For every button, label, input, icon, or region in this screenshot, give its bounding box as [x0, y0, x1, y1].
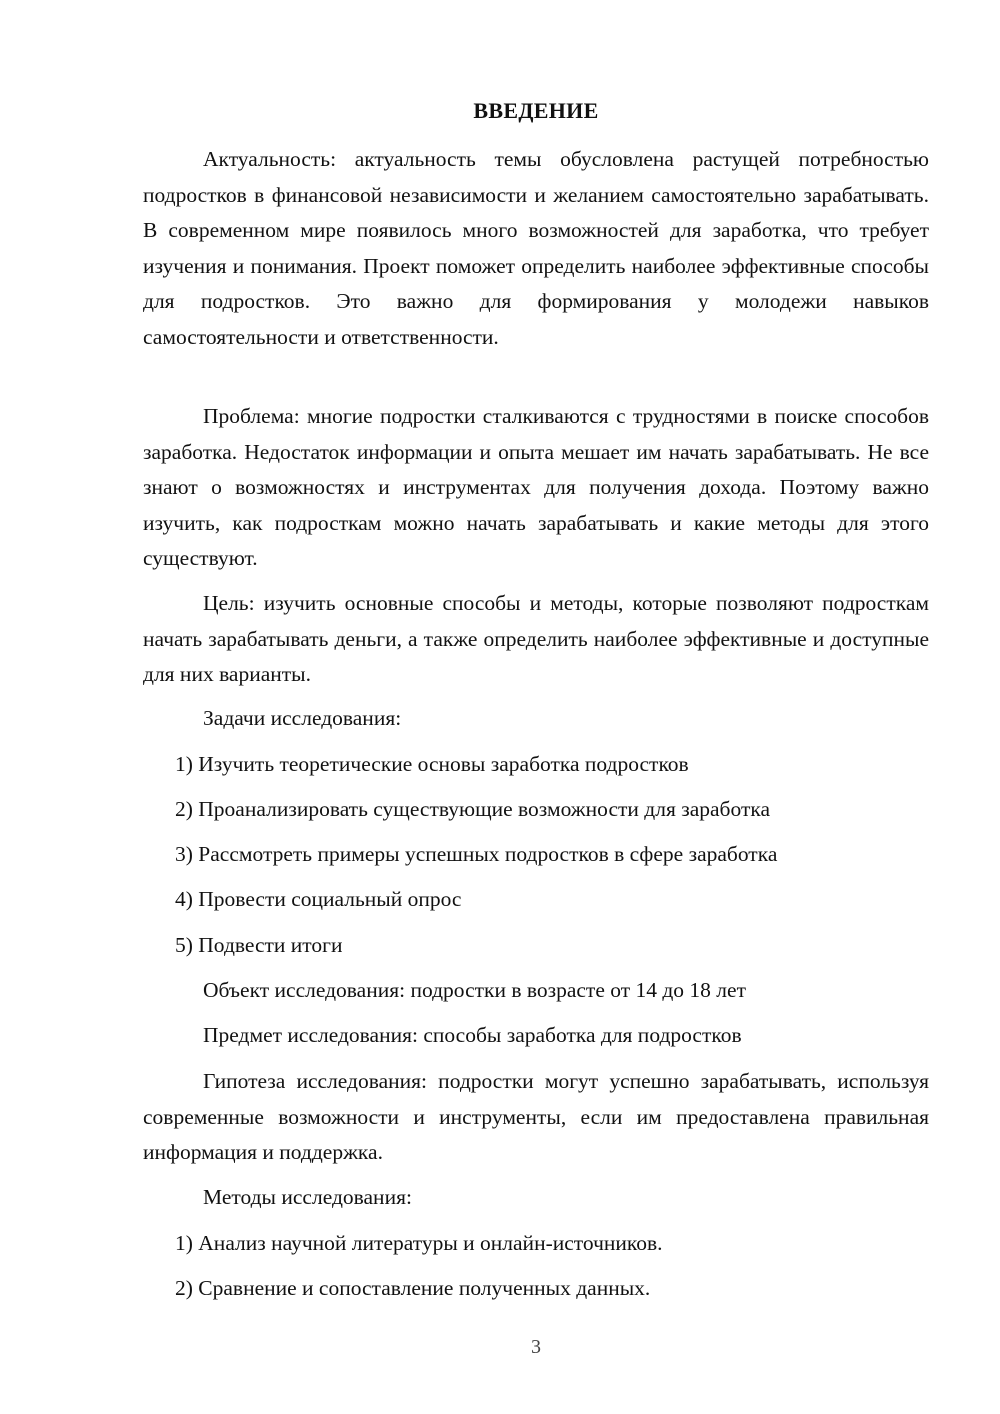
relevance-paragraph: Актуальность: актуальность темы обусловлена растущей потребностью подростков в финансовой независимости и желанием самостоятельно зарабатывать. В современном мире появилось много возможностей для заработка, что требует изучения и понимания. Проект поможет определить наиболее эффективные способы для подростков. Это важно для формирования у молодежи навыков самостоятельности и ответственности.: [143, 147, 929, 349]
methods-heading-block: [143, 1180, 929, 1216]
goal-paragraph: Цель: изучить основные способы и методы, которые позволяют подросткам начать зарабатывать деньги, а также определить наиболее эффективные и доступные для них варианты.: [143, 591, 929, 687]
problem-paragraph: Проблема: многие подростки сталкиваются с трудностями в поиске способов заработка. Недостаток информации и опыта мешает им начать зарабатывать. Не все знают о возможностях и инструментах для получения дохода. Поэтому важно изучить, как подросткам можно начать зарабатывать и какие методы для этого существуют.: [143, 404, 929, 571]
tasks-heading: Задачи исследования:: [203, 706, 402, 730]
task-item-2-block: [143, 792, 929, 828]
page-title: ВВЕДЕНИЕ: [473, 98, 599, 123]
method-item-1-block: [143, 1226, 929, 1262]
hypothesis-paragraph: Гипотеза исследования: подростки могут успешно зарабатывать, используя современные возможности и инструменты, если им предоставлена правильная информация и поддержка.: [143, 1069, 929, 1165]
task-item-4-block: [143, 882, 929, 918]
list-item: 5) Подвести итоги: [175, 933, 343, 957]
list-item: 2) Проанализировать существующие возможности для заработка: [175, 797, 770, 821]
list-item: 4) Провести социальный опрос: [175, 887, 462, 911]
list-item: 2) Сравнение и сопоставление полученных данных.: [175, 1276, 651, 1300]
research-subject: Предмет исследования: способы заработка для подростков: [203, 1023, 742, 1047]
goal-block: [143, 586, 929, 693]
relevance-block: [143, 142, 929, 356]
task-item-3-block: [143, 837, 929, 873]
list-item: 1) Изучить теоретические основы заработка подростков: [175, 752, 689, 776]
research-object: Объект исследования: подростки в возрасте от 14 до 18 лет: [203, 978, 746, 1002]
task-item-5-block: [143, 928, 929, 964]
task-item-1-block: [143, 747, 929, 783]
method-item-2-block: [143, 1271, 929, 1307]
problem-block: [143, 399, 929, 577]
page-number: 3: [531, 1336, 541, 1358]
subject-block: [143, 1018, 929, 1054]
hypothesis-block: [143, 1064, 929, 1171]
list-item: 3) Рассмотреть примеры успешных подростков в сфере заработка: [175, 842, 778, 866]
object-block: [143, 973, 929, 1009]
list-item: 1) Анализ научной литературы и онлайн-источников.: [175, 1231, 663, 1255]
methods-heading: Методы исследования:: [203, 1185, 412, 1209]
tasks-heading-block: [143, 701, 929, 737]
